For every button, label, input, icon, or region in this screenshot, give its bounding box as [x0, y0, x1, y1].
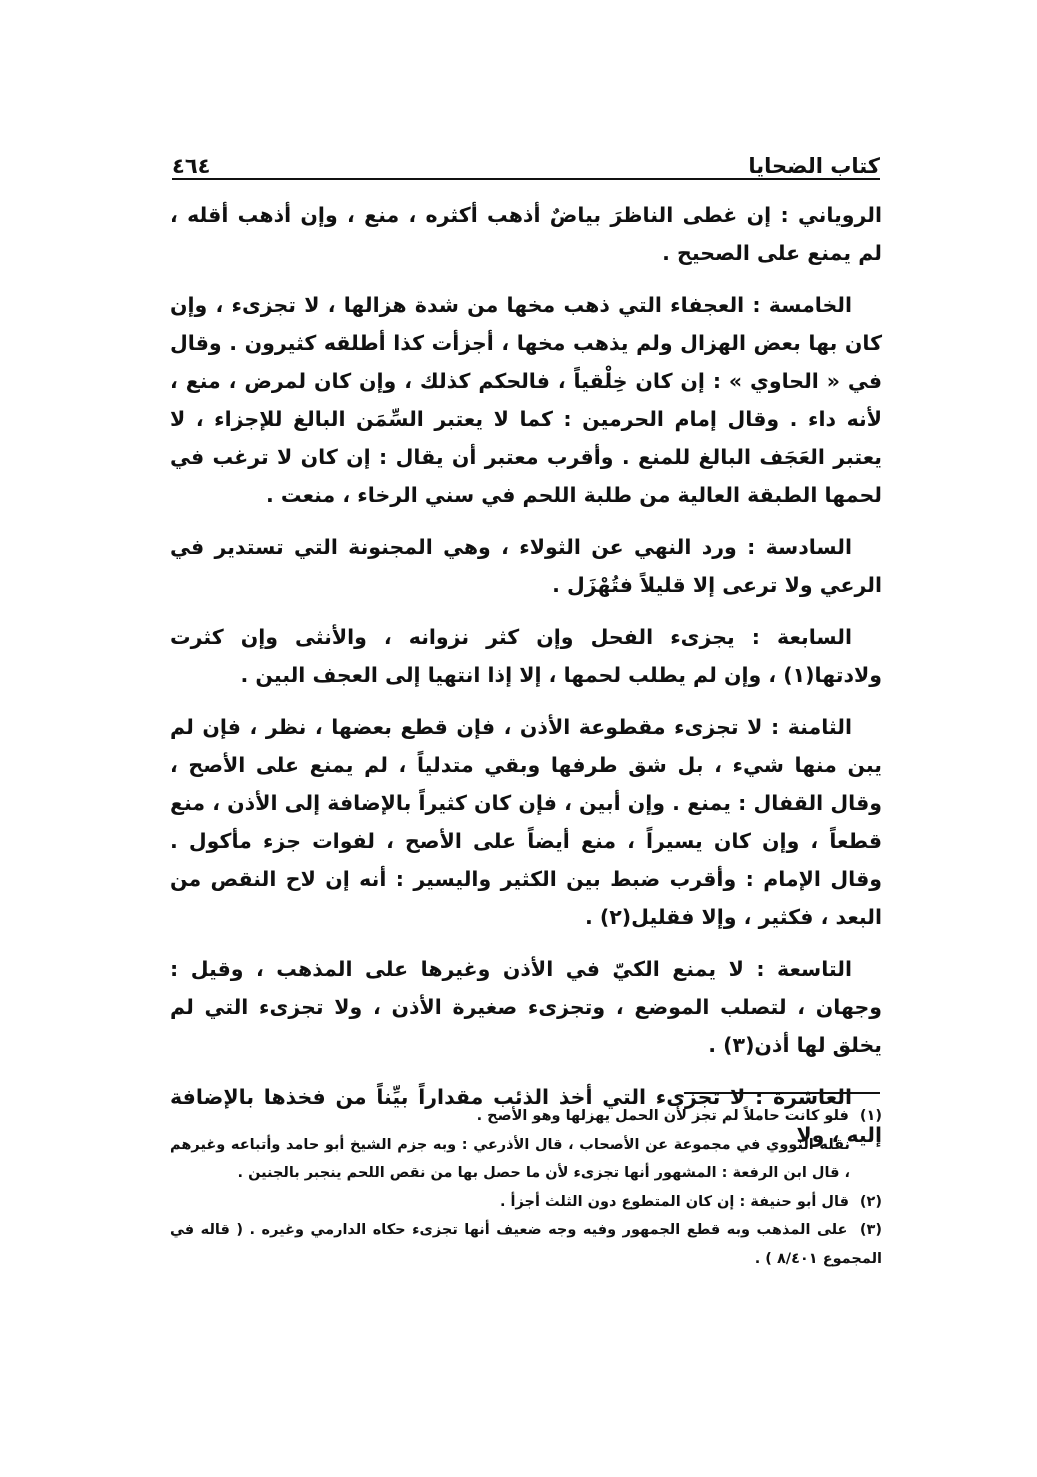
footnote	[170, 1216, 882, 1273]
footnote-number: (١)	[859, 1108, 882, 1124]
footnote-rule	[684, 1092, 880, 1094]
footnote-text: على المذهب وبه قطع الجمهور وفيه وجه ضعيف أنها تجزىء حكاه الدارمي وغيره . ( قاله في المجموع ٨/٤٠١ ) .	[170, 1222, 882, 1267]
paragraph-seventh: السابعة : يجزىء الفحل وإن كثر نزوانه ، والأنثى وإن كثرت ولادتها(١) ، وإن لم يطلب لحمها ، إلا إذا انتهيا إلى العجف البين .	[170, 625, 882, 687]
running-title: كتاب الضحايا	[748, 154, 880, 178]
paragraph-fifth: الخامسة : العجفاء التي ذهب مخها من شدة هزالها ، لا تجزىء ، وإن كان بها بعض الهزال ولم يذهب مخها ، أجزأت كذا أطلقه كثيرون . وقال في « الحاوي » : إن كان خِلْقياً ، فالحكم كذلك ، وإن كان لمرض ، منع ، لأنه داء . وقال إمام الحرمين : كما لا يعتبر السِّمَن البالغ للإجزاء ، لا يعتبر العَجَف البالغ للمنع . وأقرب معتبر أن يقال : إن كان لا ترغب في لحمها الطبقة العالية من طلبة اللحم في سني الرخاء ، منعت .	[170, 293, 882, 507]
paragraph-eighth: الثامنة : لا تجزىء مقطوعة الأذن ، فإن قطع بعضها ، نظر ، فإن لم يبن منها شيء ، بل شق طرفها وبقي متدلياً ، لم يمنع على الأصح ، وقال القفال : يمنع . وإن أبين ، فإن كان كثيراً بالإضافة إلى الأذن ، منع قطعاً ، وإن كان يسيراً ، منع أيضاً على الأصح ، لفوات جزء مأكول . وقال الإمام : وأقرب ضبط بين الكثير واليسير : أنه إن لاح النقص من البعد ، فكثير ، وإلا فقليل(٢) .	[170, 715, 882, 929]
footnotes	[170, 1102, 882, 1273]
footnote-number: (٣)	[859, 1222, 882, 1238]
footnote-continuation	[170, 1131, 882, 1188]
paragraph-continuation: الروياني : إن غطى الناظرَ بياضٌ أذهب أكثره ، منع ، وإن أذهب أقله ، لم يمنع على الصحيح .	[170, 203, 882, 265]
footnote-text: فلو كانت حاملاً لم تجز لأن الحمل يهزلها وهو الأصح .	[476, 1108, 849, 1124]
footnote	[170, 1188, 882, 1217]
header-rule	[172, 178, 880, 180]
footnote-text: نقله النووي في مجموعة عن الأصحاب ، قال الأذرعي : وبه جزم الشيخ أبو حامد وأتباعه وغيرهم ، قال ابن الرفعة : المشهور أنها تجزىء لأن ما حصل بها من نقص اللحم ينجبر بالجنين .	[170, 1136, 850, 1181]
footnote-text: قال أبو حنيفة : إن كان المتطوع دون الثلث أجزأ .	[499, 1193, 849, 1210]
page-number: ٤٦٤	[172, 154, 211, 178]
paragraph-ninth: التاسعة : لا يمنع الكيّ في الأذن وغيرها على المذهب ، وقيل : وجهان ، لتصلب الموضع ، وتجزىء صغيرة الأذن ، ولا تجزىء التي لم يخلق لها أذن(٣) .	[170, 957, 882, 1057]
page-header	[172, 138, 880, 178]
footnote	[170, 1102, 882, 1131]
paragraph-sixth: السادسة : ورد النهي عن الثولاء ، وهي المجنونة التي تستدير في الرعي ولا ترعى إلا قليلاً فتُهْزَل .	[170, 535, 882, 597]
main-text	[170, 196, 882, 1168]
paragraph-tenth: العاشرة : لا تجزىء التي أخذ الذئب مقداراً بيِّناً من فخذها بالإضافة إليه ، ولا	[170, 1085, 882, 1147]
footnote-number: (٢)	[859, 1193, 882, 1210]
